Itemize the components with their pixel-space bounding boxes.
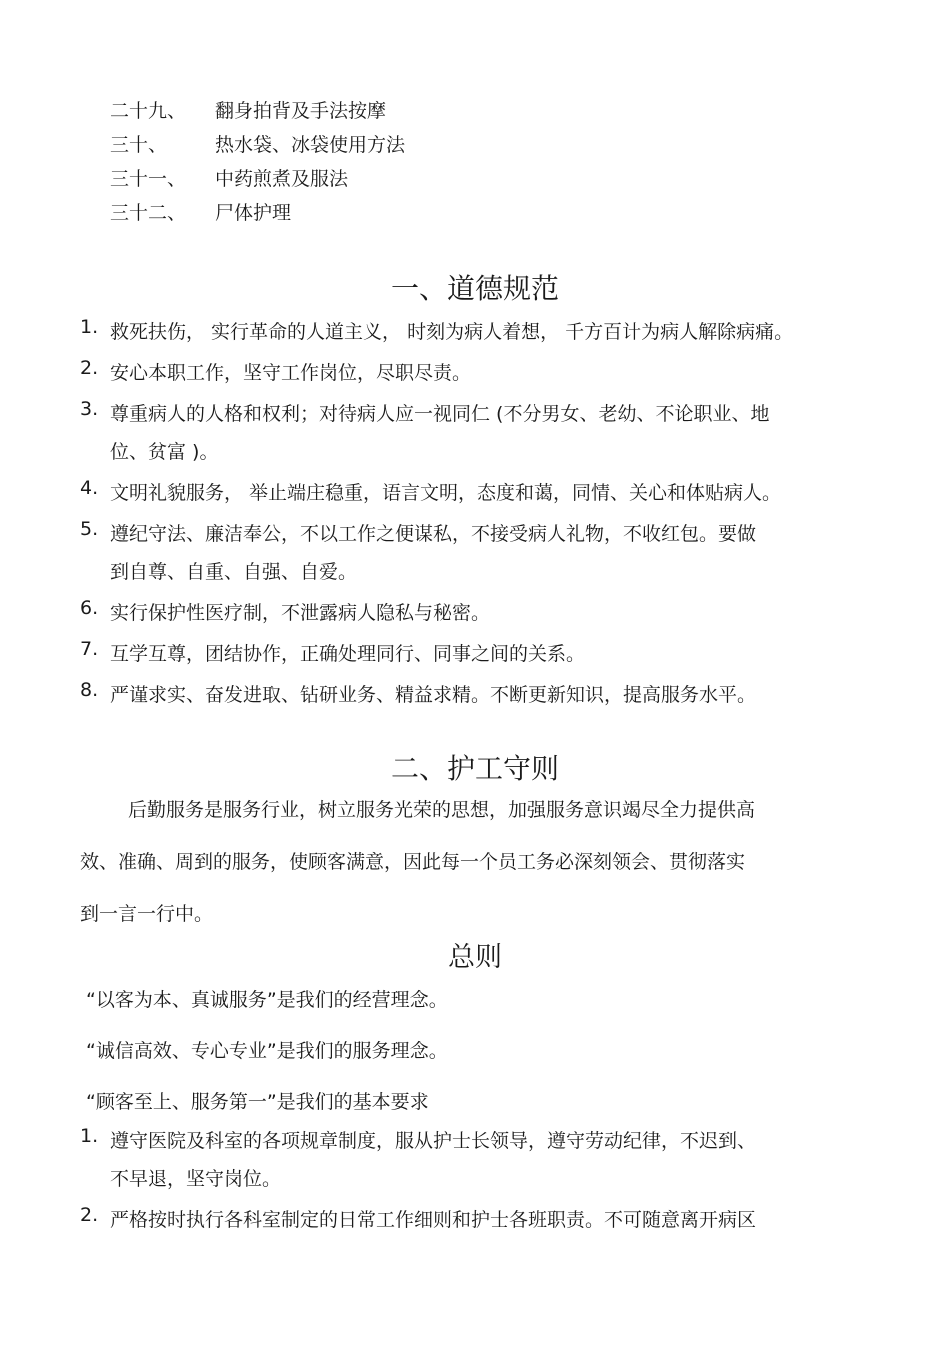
list-item (80, 518, 793, 594)
item-number: 2. (80, 357, 99, 379)
item-text: 安心本职工作，坚守工作岗位，尽职尽责。 (110, 362, 472, 384)
toc-list (110, 97, 405, 233)
toc-title: 热水袋、冰袋使用方法 (215, 134, 406, 156)
list-item (80, 679, 793, 717)
item-number: 7. (80, 638, 99, 660)
list-item (80, 477, 793, 515)
item-text-continued: 不早退，坚守岗位。 (110, 1168, 282, 1190)
list-item (80, 316, 793, 354)
toc-title: 尸体护理 (215, 202, 292, 224)
ethics-list (80, 316, 793, 720)
toc-number: 三十二、 (110, 202, 187, 224)
item-text: 文明礼貌服务， 举止端庄稳重，语言文明，态度和蔼，同情、关心和体贴病人。 (110, 482, 782, 504)
item-number: 1. (80, 1125, 99, 1147)
list-item (80, 398, 793, 474)
item-text: 遵守医院及科室的各项规章制度，服从护士长领导，遵守劳动纪律，不迟到、 (110, 1130, 757, 1152)
general-rules-heading: 总则 (448, 942, 502, 973)
toc-item (110, 97, 405, 131)
item-text: 互学互尊，团结协作，正确处理同行、同事之间的关系。 (110, 643, 586, 665)
item-text: 严谨求实、奋发进取、钻研业务、精益求精。不断更新知识，提高服务水平。 (110, 684, 757, 706)
item-number: 3. (80, 398, 99, 420)
toc-number: 三十、 (110, 134, 168, 156)
item-text: 实行保护性医疗制，不泄露病人隐私与秘密。 (110, 602, 491, 624)
motto-line: “以客为本、真诚服务”是我们的经营理念。 (86, 989, 448, 1011)
motto-list (86, 985, 448, 1138)
toc-number: 三十一、 (110, 168, 187, 190)
toc-item (110, 165, 405, 199)
item-text: 遵纪守法、廉洁奉公，不以工作之便谋私，不接受病人礼物，不收红包。要做 (110, 523, 757, 545)
toc-title: 翻身拍背及手法按摩 (215, 100, 387, 122)
list-item (80, 638, 793, 676)
item-number: 6. (80, 597, 99, 619)
section2-heading: 二、护工守则 (390, 752, 559, 785)
section1-heading: 一、道德规范 (390, 272, 559, 305)
item-number: 4. (80, 477, 99, 499)
intro-line: 效、准确、周到的服务，使顾客满意，因此每一个员工务必深刻领会、贯彻落实 (80, 851, 746, 873)
item-number: 8. (80, 679, 99, 701)
toc-item (110, 131, 405, 165)
item-text: 严格按时执行各科室制定的日常工作细则和护士各班职责。不可随意离开病区 (110, 1209, 757, 1231)
list-item (80, 597, 793, 635)
section2-intro (80, 796, 755, 952)
toc-title: 中药煎煮及服法 (215, 168, 349, 190)
toc-item (110, 199, 405, 233)
intro-line: 后勤服务是服务行业，树立服务光荣的思想，加强服务意识竭尽全力提供高 (128, 799, 756, 821)
motto-line: “诚信高效、专心专业”是我们的服务理念。 (86, 1040, 448, 1062)
item-text: 救死扶伤， 实行革命的人道主义， 时刻为病人着想， 千方百计为病人解除病痛。 (110, 321, 794, 343)
item-text-continued: 到自尊、自重、自强、自爱。 (110, 561, 358, 583)
list-item (80, 1204, 756, 1242)
motto-line: “顾客至上、服务第一”是我们的基本要求 (86, 1091, 429, 1113)
item-text-continued: 位、贫富 )。 (110, 441, 219, 463)
item-number: 1. (80, 316, 99, 338)
item-text: 尊重病人的人格和权利；对待病人应一视同仁 (不分男女、老幼、不论职业、地 (110, 403, 770, 425)
item-number: 5. (80, 518, 99, 540)
intro-line: 到一言一行中。 (80, 903, 214, 925)
item-number: 2. (80, 1204, 99, 1226)
list-item (80, 357, 793, 395)
toc-number: 二十九、 (110, 100, 187, 122)
rules-list (80, 1125, 756, 1245)
list-item (80, 1125, 756, 1201)
